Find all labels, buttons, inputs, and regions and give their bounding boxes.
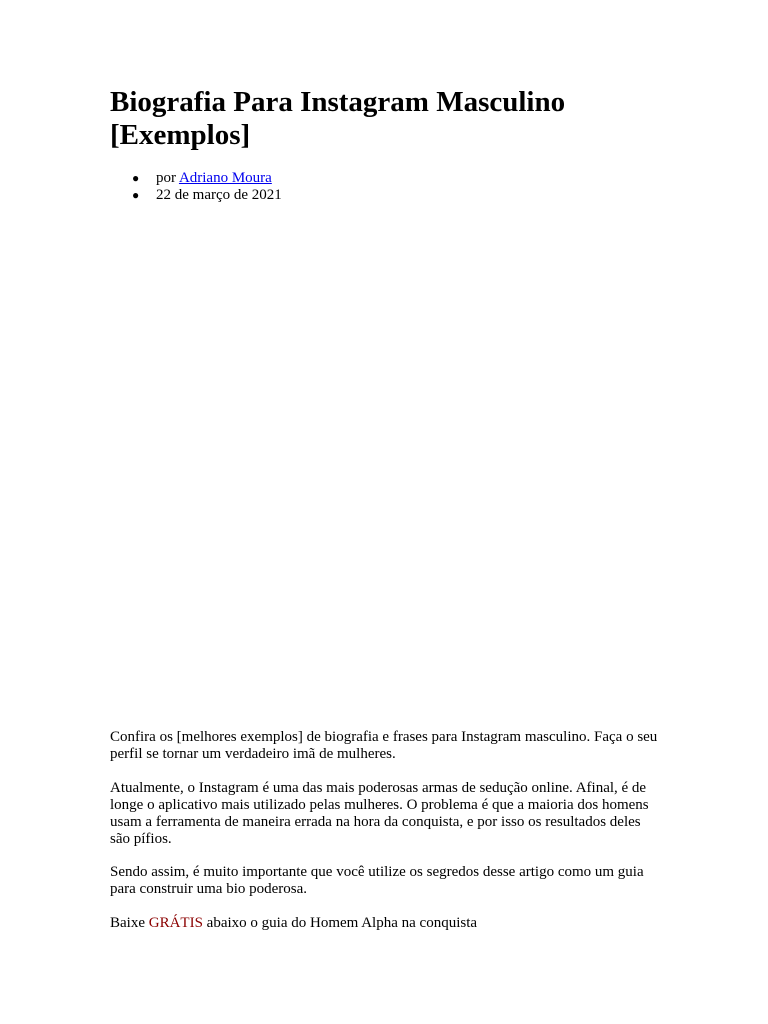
paragraph-guide: Sendo assim, é muito importante que você utilize os segredos desse artigo como um guia para construir uma bio poderosa.	[110, 864, 644, 897]
bullet-icon: ●	[132, 188, 140, 202]
author-link[interactable]: Adriano Moura	[178, 170, 272, 186]
publish-date: 22 de março de 2021	[156, 187, 282, 203]
author-prefix: por	[156, 170, 176, 186]
article-meta	[110, 170, 282, 204]
paragraph-context: Atualmente, o Instagram é uma das mais poderosas armas de sedução online. Afinal, é de longe o aplicativo mais utilizado pelas mulheres. O problema é que a maioria dos homens usam a ferramenta de maneira errada na hora da conquista, e por isso os resultados deles são pífios.	[110, 780, 649, 847]
cta-prefix: Baixe	[110, 915, 145, 931]
article-title: Biografia Para Instagram Masculino [Exemplos]	[110, 86, 566, 151]
cta-suffix: abaixo o guia do Homem Alpha na conquista	[206, 915, 478, 931]
paragraph-intro: Confira os [melhores exemplos] de biografia e frases para Instagram masculino. Faça o seu perfil se tornar um verdadeiro imã de mulheres.	[110, 729, 658, 762]
download-cta	[110, 915, 658, 932]
bullet-icon: ●	[132, 171, 140, 185]
cta-free-highlight: GRÁTIS	[148, 915, 203, 931]
meta-date-item	[110, 187, 282, 204]
meta-author-item	[110, 170, 282, 187]
